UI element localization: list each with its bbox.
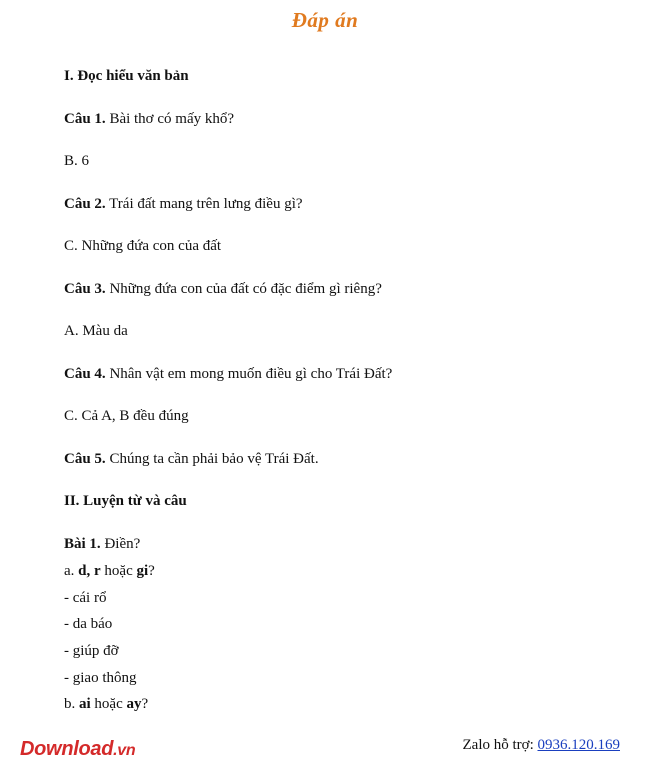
logo-main: Download bbox=[20, 738, 114, 760]
support-label: Zalo hỗ trợ: bbox=[462, 737, 538, 753]
question-3 bbox=[64, 280, 382, 298]
option-1: d, r bbox=[78, 563, 101, 579]
answer-1: B. 6 bbox=[64, 153, 90, 169]
section1-heading: I. Đọc hiểu văn bản bbox=[64, 68, 189, 84]
question-label: Câu 3. bbox=[64, 281, 106, 297]
question-text: Chúng ta cần phải bảo vệ Trái Đất. bbox=[105, 451, 319, 467]
question-label: Câu 4. bbox=[64, 366, 106, 382]
download-vn-logo[interactable] bbox=[20, 738, 135, 761]
answer-4: C. Cả A, B đều đúng bbox=[64, 408, 189, 424]
part-prefix: b. bbox=[64, 696, 79, 712]
question-4 bbox=[64, 365, 392, 383]
exercise-text: Điền? bbox=[100, 536, 141, 552]
zalo-support bbox=[463, 737, 621, 754]
answer-2: C. Những đứa con của đất bbox=[64, 238, 222, 254]
question-5 bbox=[64, 450, 319, 468]
exercise-part-b bbox=[64, 695, 148, 713]
list-item: - giúp đỡ bbox=[64, 643, 119, 659]
option-2: ay bbox=[126, 696, 142, 712]
question-text: Trái đất mang trên lưng điều gì? bbox=[105, 196, 303, 212]
list-item: - da báo bbox=[64, 616, 113, 632]
exercise-part-a bbox=[64, 562, 155, 580]
list-item: - giao thông bbox=[64, 670, 137, 686]
part-suffix: ? bbox=[141, 696, 149, 712]
option-2: gi bbox=[136, 563, 149, 579]
answer-3: A. Màu da bbox=[64, 323, 128, 339]
list-item: - cái rổ bbox=[64, 590, 107, 606]
exercise-label: Bài 1. bbox=[64, 536, 101, 552]
question-label: Câu 2. bbox=[64, 196, 106, 212]
question-1 bbox=[64, 110, 234, 128]
option-connector: hoặc bbox=[100, 563, 137, 579]
question-label: Câu 5. bbox=[64, 451, 106, 467]
question-text: Những đứa con của đất có đặc điểm gì riêng? bbox=[105, 281, 382, 297]
part-suffix: ? bbox=[148, 563, 155, 579]
question-text: Nhân vật em mong muốn điều gì cho Trái Đất? bbox=[105, 366, 393, 382]
question-text: Bài thơ có mấy khổ? bbox=[105, 111, 235, 127]
question-2 bbox=[64, 195, 303, 213]
option-connector: hoặc bbox=[90, 696, 127, 712]
support-phone-link[interactable]: 0936.120.169 bbox=[537, 737, 620, 753]
option-1: ai bbox=[79, 696, 91, 712]
page-title: Đáp án bbox=[291, 8, 359, 32]
part-prefix: a. bbox=[64, 563, 79, 579]
section2-heading: II. Luyện từ và câu bbox=[64, 493, 187, 509]
logo-suffix: .vn bbox=[113, 742, 136, 759]
question-label: Câu 1. bbox=[64, 111, 106, 127]
exercise-1 bbox=[64, 535, 140, 553]
